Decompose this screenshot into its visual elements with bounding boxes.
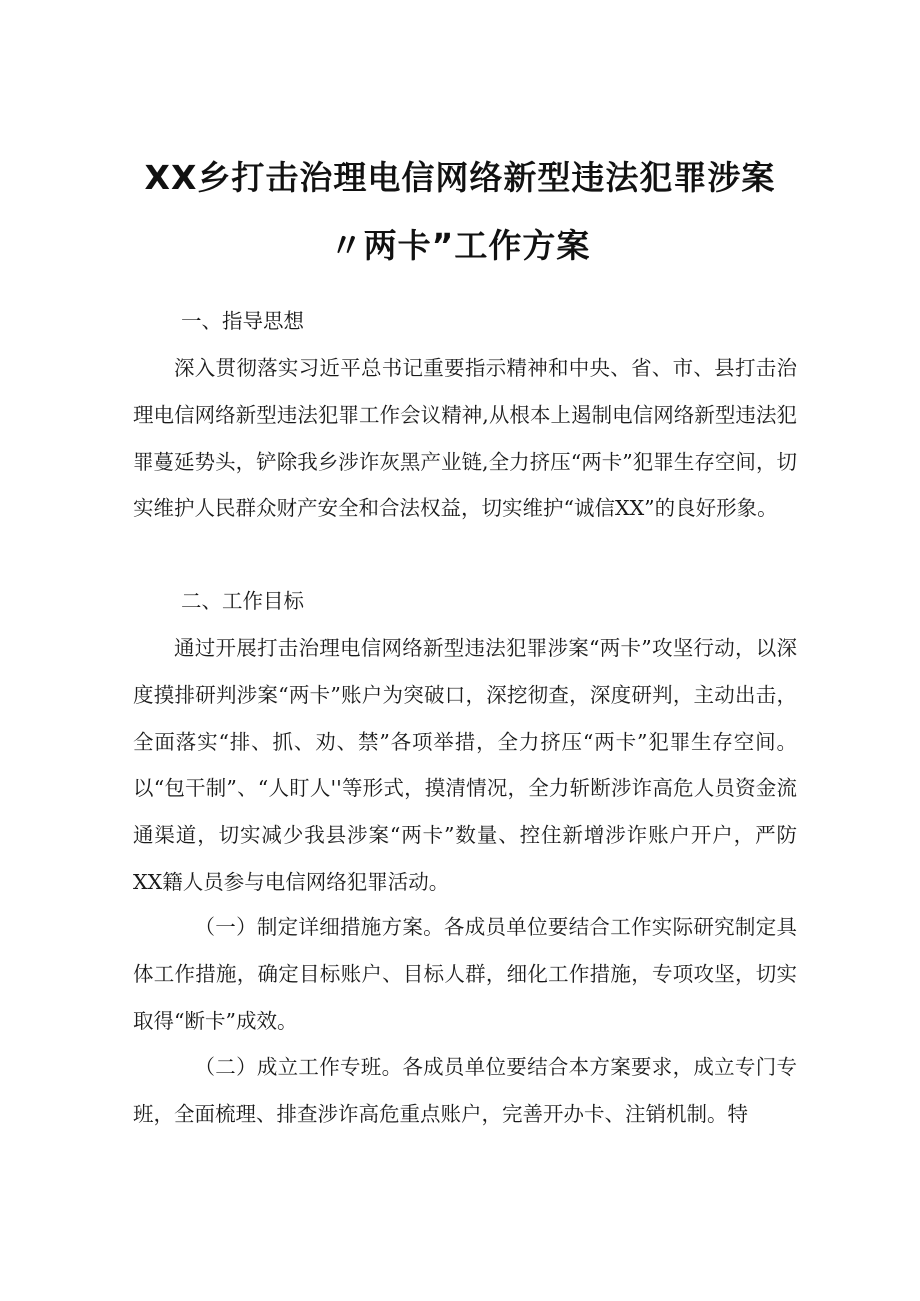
document-title-line-1: XX乡打击治理电信网络新型违法犯罪涉案 bbox=[144, 158, 776, 197]
section-body-work-goals: 通过开展打击治理电信网络新型违法犯罪涉案“两卡”攻坚行动，以深度摸排研判涉案“两卡”账户为突破口，深挖彻查，深度研判，主动出击，全面落实“排、抓、劝、禁”各项举措，全力挤压“两卡”犯罪生存空间。以“包干制”、“人盯人''等形式，摸清情况，全力斩断涉诈高危人员资金流通渠道，切实减少我县涉案“两卡”数量、控住新增涉诈账户开户，严防XX籍人员参与电信网络犯罪活动。 bbox=[133, 636, 797, 894]
section-heading-guiding-ideology: 一、指导思想 bbox=[181, 309, 304, 333]
list-item-work-team: （二）成立工作专班。各成员单位要结合本方案要求，成立专门专班，全面梳理、排查涉诈高危重点账户，完善开办卡、注销机制。特 bbox=[133, 1055, 797, 1126]
list-item-detailed-measures: （一）制定详细措施方案。各成员单位要结合工作实际研究制定具体工作措施，确定目标账户、目标人群，细化工作措施，专项攻坚，切实取得“断卡”成效。 bbox=[133, 915, 797, 1033]
document-title-line-2: 〃两卡”工作方案 bbox=[329, 226, 591, 265]
section-heading-work-goals: 二、工作目标 bbox=[181, 589, 304, 613]
section-body-guiding-ideology: 深入贯彻落实习近平总书记重要指示精神和中央、省、市、县打击治理电信网络新型违法犯罪工作会议精神,从根本上遏制电信网络新型违法犯罪蔓延势头，铲除我乡涉诈灰黑产业链,全力挤压“两卡”犯罪生存空间，切实维护人民群众财产安全和合法权益，切实维护“诚信XX”的良好形象。 bbox=[133, 356, 797, 521]
